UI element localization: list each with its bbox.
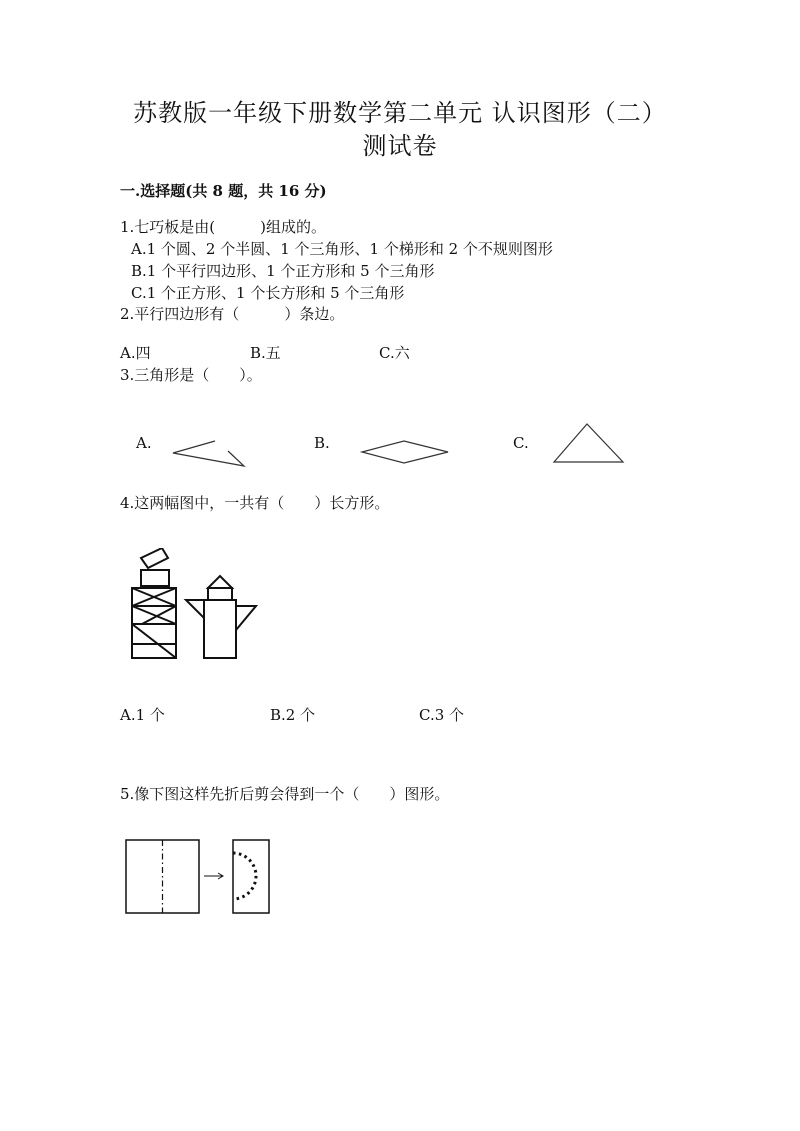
question-3-option-a: A. (136, 434, 152, 452)
question-1-option-b: B.1 个平行四边形、1 个正方形和 5 个三角形 (131, 262, 435, 280)
question-4-option-a: A.1 个 (120, 706, 165, 724)
obtuse-angle-figure (168, 435, 250, 471)
question-2-option-c: C.六 (379, 344, 410, 362)
question-1-option-a: A.1 个圆、2 个半圆、1 个三角形、1 个梯形和 2 个不规则图形 (131, 240, 553, 258)
question-4-option-c: C.3 个 (419, 706, 465, 724)
section-heading: 一.选择题(共 8 题，共 16 分) (120, 182, 327, 200)
question-2-option-a: A.四 (120, 344, 151, 362)
question-1-option-c: C.1 个正方形、1 个长方形和 5 个三角形 (131, 284, 405, 302)
question-5-stem: 5.像下图这样先折后剪会得到一个（ ）图形。 (120, 785, 450, 803)
question-3-stem: 3.三角形是（ ）。 (120, 366, 262, 384)
page-title-line2: 测试卷 (362, 132, 438, 160)
question-3-option-c: C. (513, 434, 529, 452)
fold-and-cut-figure (120, 835, 280, 919)
tangram-robot-and-kettle-figure (124, 548, 264, 664)
question-1-stem: 1.七巧板是由( )组成的。 (120, 218, 327, 236)
question-2-stem: 2.平行四边形有（ ）条边。 (120, 305, 345, 323)
question-4-stem: 4.这两幅图中，一共有（ ）长方形。 (120, 494, 390, 512)
rhombus-figure (358, 438, 452, 466)
question-2-option-b: B.五 (250, 344, 281, 362)
question-3-option-b: B. (314, 434, 330, 452)
question-4-option-b: B.2 个 (270, 706, 316, 724)
triangle-figure (550, 420, 628, 466)
page-title-line1: 苏教版一年级下册数学第二单元 认识图形（二） (133, 99, 667, 127)
